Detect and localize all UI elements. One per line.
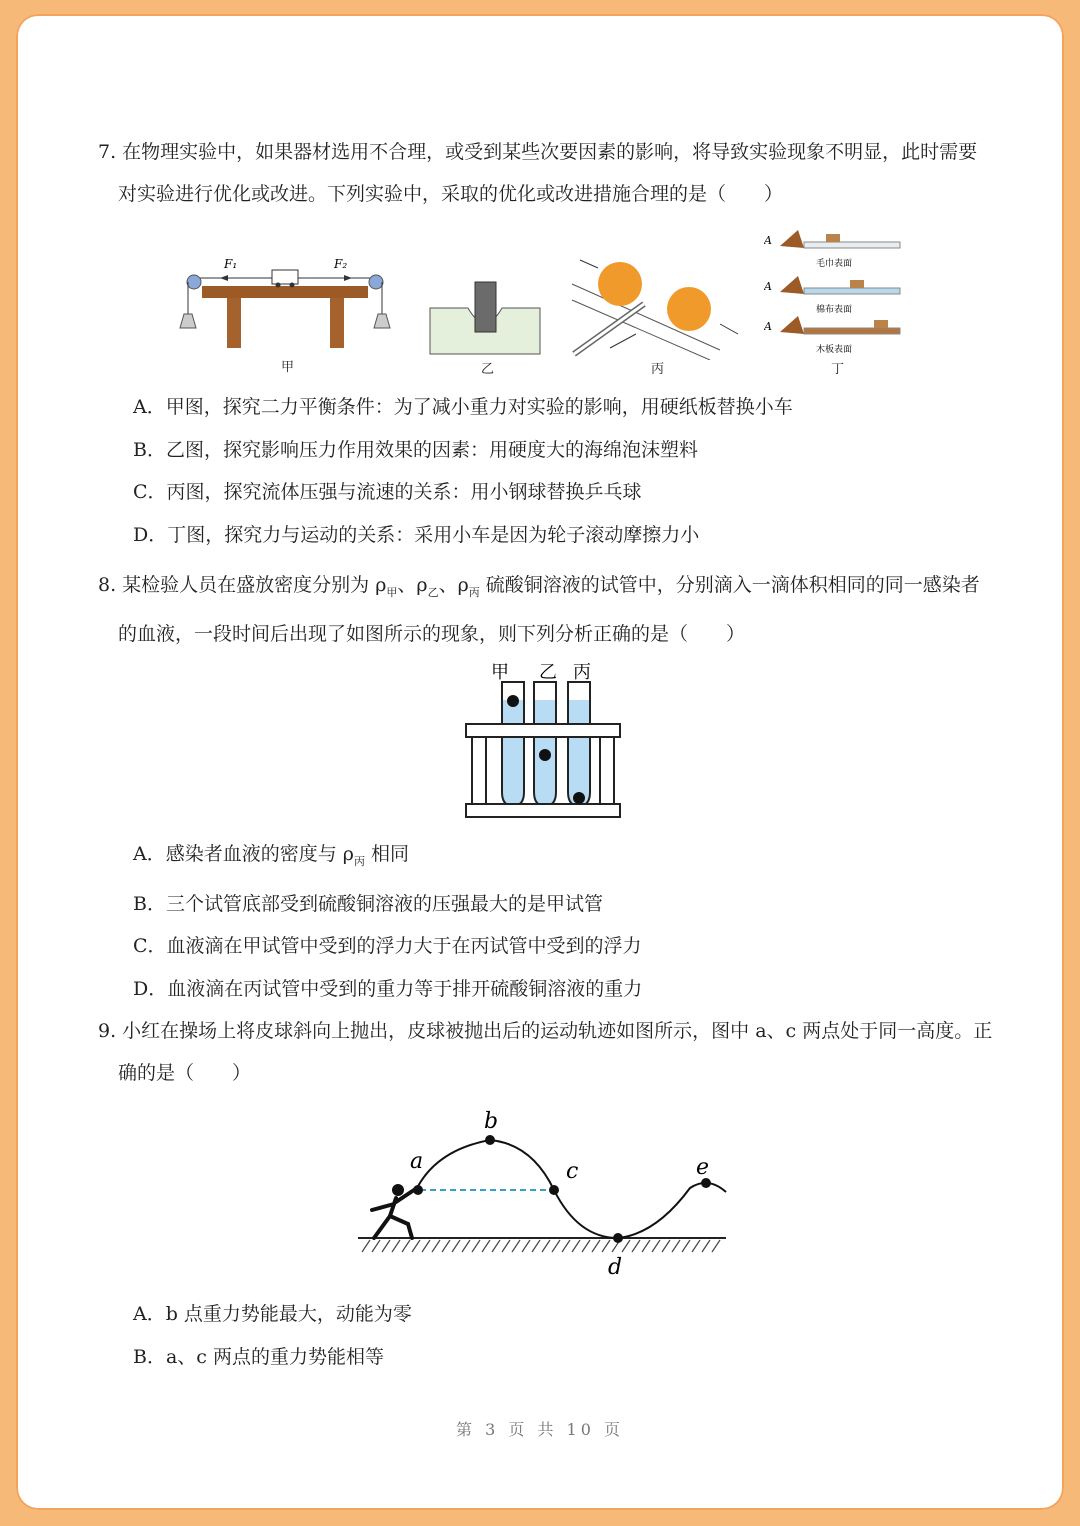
surface-label-wood: 木板表面 — [816, 345, 853, 355]
q7-stem-line1: 7. 在物理实验中，如果器材选用不合理，或受到某些次要因素的影响，将导致实验现象不明显，此时需要 — [98, 141, 978, 163]
surface-label-cotton: 棉布表面 — [816, 305, 853, 315]
surface-label-towel: 毛巾表面 — [816, 259, 853, 269]
point-d-label: d — [608, 1255, 623, 1280]
q9-option-a[interactable]: A．b 点重力势能最大，动能为零 — [133, 1303, 412, 1325]
point-e-label: e — [696, 1155, 710, 1180]
tube-label-jia: 甲 — [491, 662, 509, 683]
q8-option-c[interactable]: C．血液滴在甲试管中受到的浮力大于在丙试管中受到的浮力 — [133, 935, 642, 957]
q8-option-d[interactable]: D．血液滴在丙试管中受到的重力等于排开硫酸铜溶液的重力 — [133, 978, 643, 1000]
q7-option-c[interactable]: C．丙图，探究流体压强与流速的关系：用小钢球替换乒乓球 — [133, 481, 642, 503]
point-label-a3: A — [764, 320, 772, 333]
q7-figure-ding — [764, 226, 904, 356]
q9-trajectory-figure — [356, 1104, 732, 1284]
fig-label-jia: 甲 — [281, 360, 295, 375]
q9-option-b[interactable]: B．a、c 两点的重力势能相等 — [133, 1346, 384, 1368]
tube-label-yi: 乙 — [539, 662, 557, 683]
q7-option-b[interactable]: B．乙图，探究影响压力作用效果的因素：用硬度大的海绵泡沫塑料 — [133, 439, 698, 461]
point-b-label: b — [484, 1109, 499, 1134]
q7-stem-line2: 对实验进行优化或改进。下列实验中，采取的优化或改进措施合理的是（ ） — [118, 183, 784, 205]
q7-option-a[interactable]: A．甲图，探究二力平衡条件：为了减小重力对实验的影响，用硬纸板替换小车 — [133, 396, 793, 418]
point-c-label: c — [566, 1159, 579, 1184]
fig-label-ding: 丁 — [831, 362, 845, 377]
q8-stem-line2: 的血液，一段时间后出现了如图所示的现象，则下列分析正确的是（ ） — [118, 623, 746, 645]
tube-label-bing: 丙 — [573, 662, 591, 683]
fig-label-bing: 丙 — [651, 362, 665, 377]
q9-stem-line1: 9. 小红在操场上将皮球斜向上抛出，皮球被抛出后的运动轨迹如图所示，图中 a、c 两点处于同一高度。正 — [98, 1020, 993, 1042]
force-label-f1: F₁ — [224, 257, 238, 271]
q7-figure-jia — [172, 252, 397, 372]
page-footer: 第 3 页 共 10 页 — [456, 1420, 624, 1439]
q7-figure-bing — [570, 256, 745, 360]
q7-option-d[interactable]: D．丁图，探究力与运动的关系：采用小车是因为轮子滚动摩擦力小 — [133, 524, 700, 546]
fig-label-yi: 乙 — [481, 362, 495, 377]
point-label-a1: A — [764, 234, 772, 247]
q8-stem-line1: 8. 某检验人员在盛放密度分别为 $\rho_甲$、$\rho_乙$、$\rho_丙$ 硫酸铜溶液的试管中，分别滴入一滴体积相同的同一感染者 — [98, 574, 980, 599]
point-label-a2: A — [764, 280, 772, 293]
force-label-f2: F₂ — [334, 257, 348, 271]
q8-option-b[interactable]: B．三个试管底部受到硫酸铜溶液的压强最大的是甲试管 — [133, 893, 603, 915]
q8-option-a[interactable]: A．感染者血液的密度与 $\rho_丙$ 相同 — [133, 843, 409, 868]
q8-test-tube-figure — [462, 656, 624, 820]
q9-stem-line2: 确的是（ ） — [118, 1062, 252, 1084]
q7-figure-yi — [428, 280, 542, 358]
point-a-label: a — [410, 1149, 424, 1174]
